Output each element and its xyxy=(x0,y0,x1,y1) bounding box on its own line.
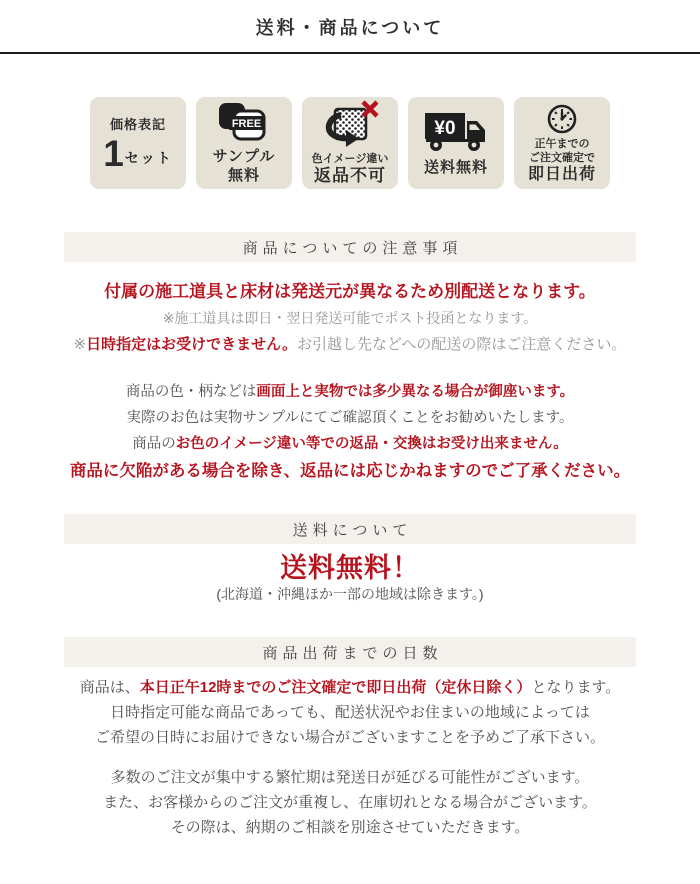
clock-icon xyxy=(545,103,579,135)
section-title-shipping: 送料について xyxy=(292,521,413,539)
feature-badges-row xyxy=(0,97,700,189)
badge-no-return-line1: 色イメージ違い xyxy=(311,153,389,165)
duplicate-order-line: また、お客様からのご注文が重複し、在庫切れとなる場合がございます。 xyxy=(103,794,597,811)
badge-free-sample xyxy=(196,97,292,189)
leadtime-line1-plain: 商品は、 xyxy=(79,679,140,696)
badge-price-label: 価格表記 xyxy=(109,116,166,132)
no-return-icon xyxy=(321,100,379,150)
return-line xyxy=(0,431,700,457)
notice-note1: ※施工道具は即日・翌日発送可能でポスト投函となります。 xyxy=(162,310,538,326)
free-sample-icon xyxy=(217,101,271,145)
leadtime-line1-tail: となります。 xyxy=(531,679,621,696)
badge-same-day-line1: 正午までの xyxy=(534,137,590,150)
page-header xyxy=(0,0,700,54)
badge-no-return-line2: 返品不可 xyxy=(314,166,386,185)
section-bar-product-notice xyxy=(64,232,636,262)
sample-recommend-line: 実際のお色は実物サンプルにてご確認頂くことをお勧めいたします。 xyxy=(126,410,574,426)
notice-note2-prefix: ※ xyxy=(73,336,87,353)
leadtime-paragraph-1 xyxy=(0,675,700,750)
leadtime-line2: 日時指定可能な商品であっても、配送状況やお住まいの地域によっては xyxy=(110,704,590,721)
notice-note2 xyxy=(0,333,700,356)
notice-note2-rest: お引越し先などへの配送の際はご注意ください。 xyxy=(297,336,627,353)
section-bar-leadtime xyxy=(64,637,636,667)
defect-return-line: 商品に欠陥がある場合を除き、返品には応じかねますのでご了承ください。 xyxy=(69,462,631,480)
leadtime-paragraph-2 xyxy=(0,765,700,840)
badge-sample-line2: 無料 xyxy=(227,167,260,184)
badge-sample-line1: サンプル xyxy=(212,148,276,165)
leadtime-line1-red: 本日正午12時までのご注文確定で即日出荷（定休日除く） xyxy=(139,679,532,696)
free-tag-text: FREE xyxy=(231,118,262,130)
set-count-number: 1 xyxy=(103,132,124,174)
delivery-consult-line: その際は、納期のご相談を別途させていただきます。 xyxy=(170,819,530,836)
notice-note2-red: 日時指定はお受けできません。 xyxy=(86,336,298,353)
badge-no-return xyxy=(302,97,398,189)
color-line xyxy=(0,379,700,405)
leadtime-line3: ご希望の日時にお届けできない場合がございますことを予めご了承下さい。 xyxy=(94,729,605,746)
color-line-plain: 商品の色・柄などは xyxy=(125,384,257,400)
color-difference-paragraph xyxy=(0,379,700,485)
badge-same-day-line3: 即日出荷 xyxy=(527,165,596,183)
leadtime-line1 xyxy=(0,675,700,700)
badge-free-shipping xyxy=(408,97,504,189)
badge-same-day-line2: ご注文確定で xyxy=(529,151,595,164)
free-shipping-truck-icon xyxy=(423,110,489,154)
badge-same-day-shipping xyxy=(514,97,610,189)
section-title-notice: 商品についての注意事項 xyxy=(242,239,463,257)
notice-headline: 付属の施工道具と床材は発送元が異なるため別配送となります。 xyxy=(104,282,596,301)
busy-season-line: 多数のご注文が集中する繁忙期は発送日が延びる可能性がございます。 xyxy=(110,769,590,786)
free-shipping-headline: 送料無料！ xyxy=(280,553,420,583)
section-title-leadtime: 商品出荷までの日数 xyxy=(262,644,443,662)
badge-free-shipping-label: 送料無料 xyxy=(423,158,488,176)
free-shipping-note: (北海道・沖縄ほか一部の地域は除きます。) xyxy=(216,586,484,602)
zero-yen-text: ¥0 xyxy=(434,117,456,139)
badge-set-count xyxy=(103,132,173,174)
return-line-plain: 商品の xyxy=(132,436,176,452)
set-count-unit: セット xyxy=(124,149,173,166)
badge-price-per-set xyxy=(90,97,186,189)
return-line-red: お色のイメージ違い等での返品・交換はお受け出来ません。 xyxy=(175,436,568,452)
section-bar-shipping xyxy=(64,514,636,544)
color-line-red: 画面上と実物では多少異なる場合が御座います。 xyxy=(256,384,575,400)
page-title: 送料・商品について xyxy=(255,18,445,38)
